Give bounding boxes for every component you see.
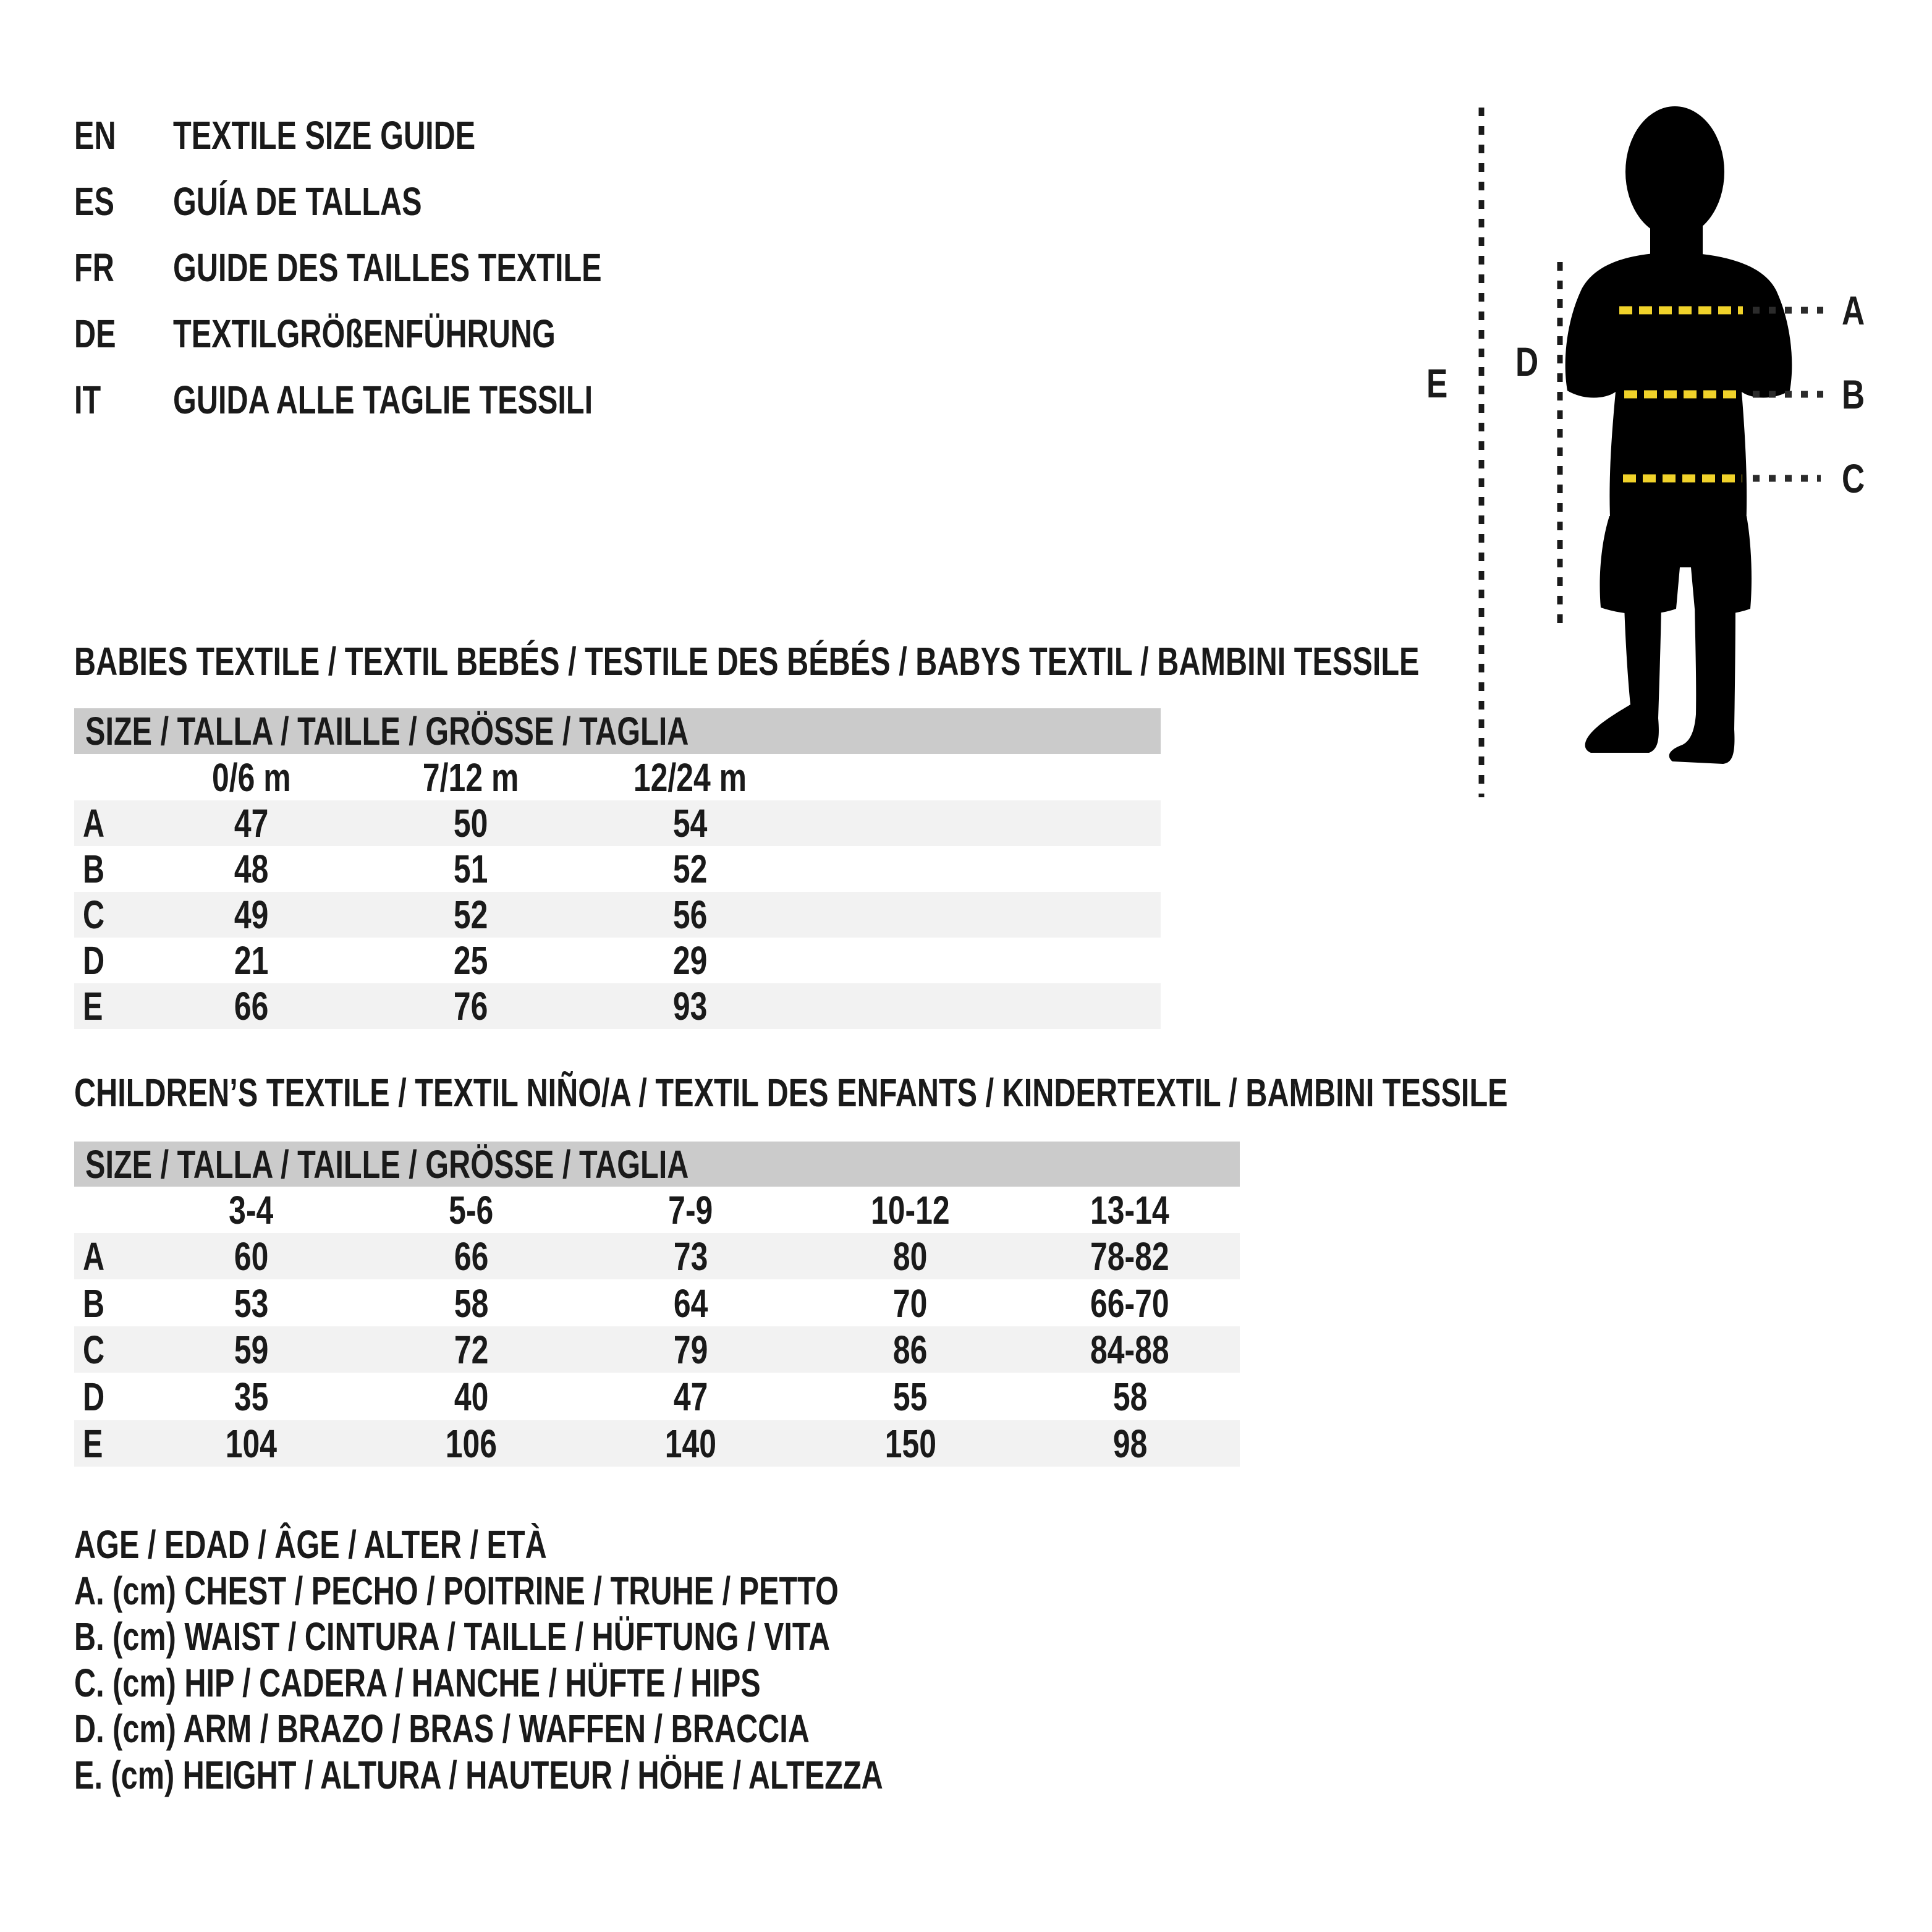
table-cell	[581, 1280, 800, 1326]
silhouette-shorts	[1600, 516, 1752, 614]
babies-size-header-text: SIZE / TALLA / TAILLE / GRÖSSE / TAGLIA	[85, 709, 689, 753]
language-title-text: TEXTILGRÖßENFÜHRUNG	[173, 311, 556, 356]
cell-value: 140	[664, 1421, 717, 1466]
table-cell	[142, 1420, 361, 1467]
measurement-legend	[74, 1522, 1138, 1799]
legend-text: C. (cm) HIP / CADERA / HANCHE / HÜFTE / HIPS	[74, 1660, 761, 1705]
cell-value: 150	[884, 1421, 936, 1466]
table-cell	[361, 800, 580, 846]
table-cell	[800, 1280, 1020, 1326]
row-label-text: E	[83, 1421, 103, 1466]
language-row-it	[74, 367, 737, 433]
children-column-header-text: 7-9	[668, 1187, 713, 1232]
cell-value: 64	[673, 1281, 708, 1326]
babies-column-header	[361, 754, 580, 800]
table-cell	[1020, 1420, 1240, 1467]
row-label-text: E	[83, 984, 103, 1028]
row-label	[74, 1326, 142, 1373]
measurement-diagram	[1409, 87, 1904, 803]
row-label	[74, 800, 142, 846]
table-cell	[800, 1233, 1020, 1279]
cell-value: 53	[234, 1281, 269, 1326]
cell-value: 56	[672, 892, 708, 937]
table-cell	[361, 892, 580, 938]
table-cell	[580, 983, 800, 1029]
babies-column-header-spacer	[74, 754, 142, 800]
cell-value: 54	[672, 801, 708, 845]
cell-value: 47	[673, 1374, 708, 1419]
cell-value: 66	[454, 1234, 488, 1279]
height-label-e: E	[1426, 360, 1448, 407]
legend-line-waist	[74, 1614, 1138, 1660]
cell-value: 40	[454, 1374, 488, 1419]
cell-value: 49	[234, 892, 269, 937]
children-column-header-spacer	[74, 1187, 142, 1233]
hip-label-c: C	[1842, 455, 1865, 502]
children-row-b	[74, 1280, 1240, 1326]
language-title-text: GUÍA DE TALLAS	[173, 179, 422, 224]
legend-line-arm	[74, 1706, 1138, 1752]
language-title	[173, 235, 737, 301]
cell-value: 84-88	[1090, 1327, 1170, 1372]
babies-column-header-text: 7/12 m	[422, 755, 519, 800]
children-table-title-text: CHILDREN’S TEXTILE / TEXTIL NIÑO/A / TEXTIL DES ENFANTS / KINDERTEXTIL / BAMBINI TESSILE	[74, 1070, 1508, 1115]
babies-size-table-section	[74, 639, 1420, 1031]
cell-value: 21	[234, 938, 269, 983]
row-label	[74, 892, 142, 938]
children-column-header	[1020, 1187, 1240, 1233]
babies-column-header	[142, 754, 361, 800]
row-label-text: C	[83, 892, 105, 937]
babies-row-d	[74, 938, 1161, 983]
cell-value: 52	[453, 892, 488, 937]
cell-value: 70	[893, 1281, 928, 1326]
children-size-header-text: SIZE / TALLA / TAILLE / GRÖSSE / TAGLIA	[85, 1142, 689, 1187]
children-column-header	[142, 1187, 361, 1233]
table-cell	[361, 1233, 580, 1279]
language-code	[74, 367, 173, 433]
table-cell	[800, 1420, 1020, 1467]
table-cell	[580, 846, 800, 892]
babies-row-c	[74, 892, 1161, 938]
row-label	[74, 983, 142, 1029]
language-row-es	[74, 169, 737, 235]
language-row-fr	[74, 235, 737, 301]
table-cell	[1020, 1326, 1240, 1373]
babies-column-header-text: 0/6 m	[211, 755, 291, 800]
children-size-header	[74, 1142, 1240, 1187]
language-row-en	[74, 103, 737, 169]
row-label-text: C	[83, 1327, 105, 1372]
row-label-text: B	[83, 1281, 105, 1326]
cell-value: 25	[453, 938, 488, 983]
cell-value: 66-70	[1090, 1281, 1170, 1326]
language-title-text: GUIDA ALLE TAGLIE TESSILI	[173, 378, 593, 422]
babies-column-header	[580, 754, 800, 800]
row-label-text: A	[83, 1234, 105, 1279]
cell-value: 72	[454, 1327, 488, 1372]
silhouette-right-leg	[1669, 604, 1735, 764]
legend-text: A. (cm) CHEST / PECHO / POITRINE / TRUHE / PETTO	[74, 1568, 839, 1613]
cell-value: 66	[234, 984, 269, 1028]
cell-value: 86	[893, 1327, 928, 1372]
language-code-text: FR	[74, 245, 114, 290]
table-cell	[1020, 1280, 1240, 1326]
legend-text: AGE / EDAD / ÂGE / ALTER / ETÀ	[74, 1522, 547, 1567]
table-cell	[361, 1373, 580, 1420]
cell-value: 79	[673, 1327, 708, 1372]
children-row-a	[74, 1233, 1240, 1279]
table-cell	[142, 892, 361, 938]
table-cell	[580, 938, 800, 983]
cell-value: 106	[445, 1421, 497, 1466]
language-code-text: IT	[74, 378, 101, 422]
language-title-text: TEXTILE SIZE GUIDE	[173, 113, 476, 158]
table-cell	[800, 1326, 1020, 1373]
chest-label-a: A	[1842, 287, 1865, 334]
table-cell	[142, 983, 361, 1029]
table-cell	[581, 1326, 800, 1373]
table-cell	[581, 1420, 800, 1467]
children-size-table-section	[74, 1070, 1508, 1468]
table-cell	[580, 800, 800, 846]
cell-value: 73	[673, 1234, 708, 1279]
language-code	[74, 235, 173, 301]
cell-value: 80	[893, 1234, 928, 1279]
language-code	[74, 103, 173, 169]
cell-value: 58	[1112, 1374, 1148, 1419]
row-label-text: D	[83, 938, 105, 983]
table-cell	[361, 983, 580, 1029]
cell-value: 93	[672, 984, 708, 1028]
language-code	[74, 169, 173, 235]
cell-value: 51	[453, 847, 488, 891]
children-row-e	[74, 1420, 1240, 1467]
babies-table-title	[74, 639, 1844, 684]
table-cell	[142, 1373, 361, 1420]
cell-value: 55	[893, 1374, 928, 1419]
table-cell	[142, 1280, 361, 1326]
language-code-text: EN	[74, 113, 116, 158]
cell-value: 48	[234, 847, 269, 891]
row-label-text: D	[83, 1374, 105, 1419]
language-guide-list	[74, 103, 737, 433]
babies-row-b	[74, 846, 1161, 892]
table-cell	[361, 1420, 580, 1467]
children-table-title	[74, 1070, 1932, 1115]
table-cell	[142, 1326, 361, 1373]
language-title-text: GUIDE DES TAILLES TEXTILE	[173, 245, 602, 290]
children-column-header-text: 3-4	[229, 1187, 274, 1232]
table-cell	[361, 938, 580, 983]
row-label	[74, 1233, 142, 1279]
row-label	[74, 1280, 142, 1326]
children-column-header-text: 5-6	[449, 1187, 494, 1232]
children-column-header	[800, 1187, 1020, 1233]
table-cell	[800, 1373, 1020, 1420]
language-title	[173, 301, 737, 367]
row-label	[74, 846, 142, 892]
language-code-text: ES	[74, 179, 114, 224]
table-cell	[581, 1373, 800, 1420]
legend-text: D. (cm) ARM / BRAZO / BRAS / WAFFEN / BRACCIA	[74, 1706, 810, 1752]
table-cell	[1020, 1373, 1240, 1420]
legend-text: B. (cm) WAIST / CINTURA / TAILLE / HÜFTUNG / VITA	[74, 1614, 831, 1659]
cell-value: 29	[672, 938, 708, 983]
table-cell	[581, 1233, 800, 1279]
cell-value: 59	[234, 1327, 269, 1372]
babies-column-header-row	[74, 754, 1161, 800]
legend-line-age	[74, 1522, 1138, 1568]
waist-label-b: B	[1842, 371, 1865, 418]
language-code-text: DE	[74, 311, 116, 356]
children-column-header-text: 10-12	[871, 1187, 950, 1232]
table-cell	[142, 938, 361, 983]
babies-row-e	[74, 983, 1161, 1029]
children-row-c	[74, 1326, 1240, 1373]
legend-line-chest	[74, 1568, 1138, 1614]
cell-value: 52	[672, 847, 708, 891]
table-cell	[361, 1280, 580, 1326]
legend-text: E. (cm) HEIGHT / ALTURA / HAUTEUR / HÖHE / ALTEZZA	[74, 1752, 883, 1797]
cell-value: 98	[1112, 1421, 1148, 1466]
language-title	[173, 169, 737, 235]
table-cell	[580, 892, 800, 938]
children-size-header-band	[74, 1142, 1240, 1187]
cell-value: 76	[453, 984, 488, 1028]
cell-value: 50	[453, 801, 488, 845]
children-column-header	[581, 1187, 800, 1233]
language-row-de	[74, 301, 737, 367]
row-label-text: B	[83, 847, 105, 891]
children-column-header-text: 13-14	[1090, 1187, 1170, 1232]
table-cell	[1020, 1233, 1240, 1279]
legend-line-hip	[74, 1660, 1138, 1706]
table-cell	[142, 1233, 361, 1279]
language-code	[74, 301, 173, 367]
row-label	[74, 938, 142, 983]
babies-size-header	[74, 708, 1161, 754]
cell-value: 60	[234, 1234, 269, 1279]
arm-label-d: D	[1515, 338, 1539, 385]
cell-value: 78-82	[1090, 1234, 1170, 1279]
table-cell	[142, 800, 361, 846]
babies-table-title-text: BABIES TEXTILE / TEXTIL BEBÉS / TESTILE DES BÉBÉS / BABYS TEXTIL / BAMBINI TESSILE	[74, 639, 1420, 684]
children-column-header-row	[74, 1187, 1240, 1233]
cell-value: 104	[226, 1421, 278, 1466]
row-label	[74, 1420, 142, 1467]
table-cell	[142, 846, 361, 892]
cell-value: 58	[454, 1281, 488, 1326]
babies-row-a	[74, 800, 1161, 846]
children-row-d	[74, 1373, 1240, 1420]
legend-line-height	[74, 1752, 1138, 1799]
cell-value: 47	[234, 801, 269, 845]
children-column-header	[361, 1187, 580, 1233]
babies-size-header-band	[74, 708, 1161, 754]
language-title	[173, 103, 737, 169]
table-cell	[361, 846, 580, 892]
row-label-text: A	[83, 801, 105, 845]
row-label	[74, 1373, 142, 1420]
language-title	[173, 367, 737, 433]
table-cell	[361, 1326, 580, 1373]
cell-value: 35	[234, 1374, 269, 1419]
babies-column-header-text: 12/24 m	[633, 755, 747, 800]
